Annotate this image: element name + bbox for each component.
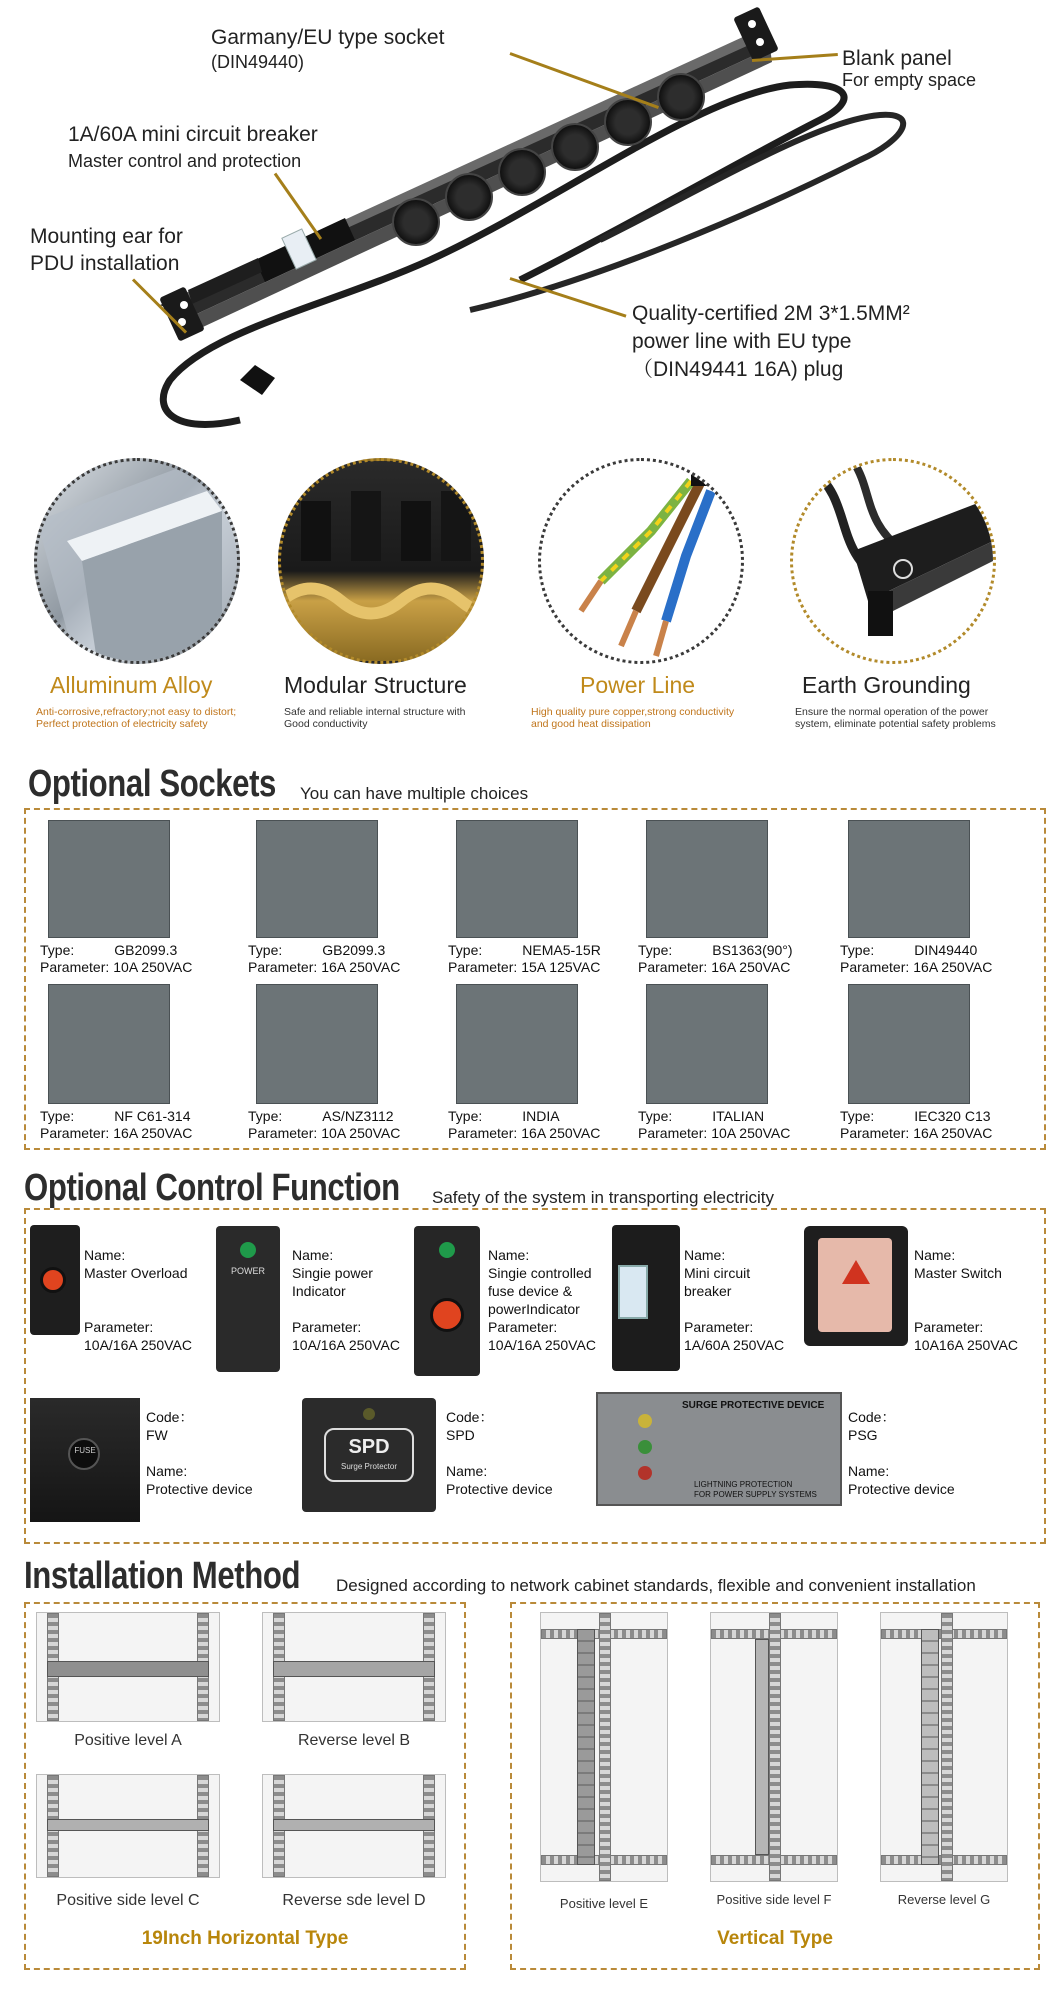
- socket-param-value: 16A 250VAC: [521, 1125, 601, 1141]
- psg-led-yellow-icon: [638, 1414, 652, 1428]
- ctl-name-value: Singie power: [292, 1265, 373, 1281]
- socket-param-value: 10A 250VAC: [711, 1125, 791, 1141]
- feature-desc-modular-1: Safe and reliable internal structure with: [284, 706, 466, 718]
- callout-power-line3: （DIN49441 16A) plug: [632, 358, 844, 381]
- socket-param-value: 16A 250VAC: [913, 1125, 993, 1141]
- socket-type-row: [40, 942, 177, 959]
- ctl-name-value: Indicator: [292, 1283, 346, 1299]
- socket-param-label: Parameter:: [840, 959, 910, 975]
- overload-button-icon: [40, 1267, 66, 1293]
- feature-title-aluminum: Alluminum Alloy: [50, 672, 213, 698]
- callout-socket-type-title: Garmany/EU type socket: [211, 26, 445, 49]
- spd-badge-title: SPD: [348, 1436, 390, 1458]
- ctl-param-value: 10A/16A 250VAC: [84, 1337, 192, 1353]
- callout-blank-sub: For empty space: [842, 70, 977, 90]
- socket-param-label: Parameter:: [840, 1125, 910, 1141]
- pdu-vertical-icon: [921, 1629, 939, 1865]
- socket-param-row: [638, 959, 790, 976]
- socket-type-value: GB2099.3: [114, 942, 178, 958]
- socket-type-value: AS/NZ3112: [322, 1108, 394, 1124]
- install-label-c: Positive side level C: [56, 1892, 200, 1909]
- rack-positive-level-e: [540, 1612, 668, 1882]
- ctl-name-label: Name:: [146, 1463, 188, 1479]
- ctl-name-value: powerIndicator: [488, 1301, 580, 1317]
- socket-type-label: Type:: [248, 942, 283, 958]
- fuse-device-label: FUSE: [74, 1446, 96, 1455]
- schuko-socket-icon: [392, 198, 440, 246]
- modular-contacts-icon: [281, 461, 484, 664]
- green-led-icon: [439, 1242, 455, 1258]
- rack-reverse-level-g: [880, 1612, 1008, 1882]
- schuko-socket-icon: [848, 820, 970, 938]
- socket-param-label: Parameter:: [248, 1125, 318, 1141]
- install-label-a: Positive level A: [74, 1732, 182, 1749]
- socket-type-label: Type:: [40, 942, 75, 958]
- feature-desc-power-line-1: High quality pure copper,strong conductivity: [531, 706, 735, 718]
- socket-type-label: Type:: [840, 1108, 875, 1124]
- socket-param-label: Parameter:: [638, 1125, 708, 1141]
- socket-type-value: ITALIAN: [712, 1108, 765, 1124]
- power-wires-icon: [541, 461, 744, 664]
- socket-type-row: [840, 942, 977, 959]
- ctl-code-value: SPD: [446, 1427, 475, 1443]
- callout-breaker-title: 1A/60A mini circuit breaker: [68, 123, 318, 146]
- socket-param-label: Parameter:: [248, 959, 318, 975]
- feature-title-power-line: Power Line: [580, 672, 696, 698]
- power-line-image: [538, 458, 744, 664]
- control-heading: Optional Control Function: [24, 1167, 400, 1209]
- socket-param-label: Parameter:: [448, 1125, 518, 1141]
- vertical-type-footer: Vertical Type: [717, 1928, 833, 1949]
- socket-type-row: [448, 942, 601, 959]
- horizontal-type-footer: 19Inch Horizontal Type: [141, 1928, 349, 1949]
- control-subheading: Safety of the system in transporting electricity: [432, 1188, 775, 1207]
- rack-reverse-side-level-d: [262, 1774, 446, 1878]
- callout-breaker-sub: Master control and protection: [68, 151, 302, 171]
- socket-param-row: [40, 1125, 192, 1142]
- sockets-subheading: You can have multiple choices: [300, 784, 529, 803]
- fuse-indicator-device: [414, 1226, 480, 1376]
- pdu-horizontal-icon: [47, 1661, 209, 1677]
- ctl-code-label: Code：: [146, 1409, 194, 1425]
- ctl-name-value: Master Overload: [84, 1265, 188, 1281]
- master-switch-device: [804, 1226, 908, 1346]
- feature-desc-modular-2: Good conductivity: [284, 718, 368, 730]
- socket-type-value: NEMA5-15R: [522, 942, 601, 958]
- psg-device-title: SURGE PROTECTIVE DEVICE: [682, 1400, 825, 1411]
- universal-socket-switch-icon: [256, 820, 378, 938]
- socket-param-label: Parameter:: [40, 1125, 110, 1141]
- ctl-param-label: Parameter:: [488, 1319, 558, 1335]
- ctl-param-label: Parameter:: [914, 1319, 984, 1335]
- socket-param-row: [40, 959, 192, 976]
- rack-reverse-level-b: [262, 1612, 446, 1722]
- psg-footer-2: FOR POWER SUPPLY SYSTEMS: [694, 1490, 817, 1499]
- spd-badge-sub: Surge Protector: [340, 1462, 398, 1471]
- feature-desc-power-line-2: and good heat dissipation: [531, 718, 651, 730]
- feature-title-earth-grounding: Earth Grounding: [802, 672, 971, 698]
- sockets-heading: Optional Sockets: [28, 763, 276, 805]
- feature-desc-aluminum-2: Perfect protection of electricity safety: [36, 718, 208, 730]
- socket-type-label: Type:: [448, 942, 483, 958]
- ctl-param-label: Parameter:: [684, 1319, 754, 1335]
- fuse-button-icon: [430, 1298, 464, 1332]
- india-socket-icon: [456, 984, 578, 1104]
- nema-socket-icon: [456, 820, 578, 938]
- socket-param-value: 16A 250VAC: [113, 1125, 193, 1141]
- install-heading: Installation Method: [24, 1555, 301, 1597]
- ctl-name-label: Name:: [684, 1247, 726, 1263]
- socket-type-row: [638, 942, 793, 959]
- iec-c13-socket-icon: [848, 984, 970, 1104]
- socket-type-label: Type:: [248, 1108, 283, 1124]
- spd-led-icon: [363, 1408, 375, 1420]
- schuko-socket-icon: [657, 73, 705, 121]
- socket-type-value: NF C61-314: [114, 1108, 191, 1124]
- ctl-name-value: breaker: [684, 1283, 732, 1299]
- ctl-code-label: Code：: [848, 1409, 896, 1425]
- socket-param-value: 10A 250VAC: [113, 959, 193, 975]
- ctl-param-value: 10A/16A 250VAC: [488, 1337, 596, 1353]
- socket-param-row: [248, 1125, 400, 1142]
- features-section: [0, 450, 1060, 740]
- psg-footer-1: LIGHTNING PROTECTION: [694, 1480, 793, 1489]
- psg-led-red-icon: [638, 1466, 652, 1480]
- ctl-param-label: Parameter:: [84, 1319, 154, 1335]
- socket-type-row: [638, 1108, 764, 1125]
- socket-type-value: INDIA: [522, 1108, 560, 1124]
- pdu-horizontal-icon: [273, 1661, 435, 1677]
- socket-type-label: Type:: [638, 1108, 673, 1124]
- fuse-fw-device: [30, 1398, 140, 1522]
- psg-device: [596, 1392, 842, 1506]
- socket-type-row: [40, 1108, 191, 1125]
- socket-param-row: [248, 959, 400, 976]
- switch-rocker-icon: [818, 1238, 892, 1332]
- socket-param-row: [840, 959, 992, 976]
- socket-param-value: 16A 250VAC: [913, 959, 993, 975]
- ctl-param-label: Parameter:: [292, 1319, 362, 1335]
- socket-param-row: [638, 1125, 790, 1142]
- aluminum-profile-icon: [37, 461, 240, 664]
- italian-socket-icon: [646, 984, 768, 1104]
- pdu-horizontal-icon: [47, 1819, 209, 1831]
- earth-grounding-image: [790, 458, 996, 664]
- socket-type-row: [840, 1108, 991, 1125]
- uk-socket-icon: [646, 820, 768, 938]
- french-socket-icon: [48, 984, 170, 1104]
- socket-type-row: [448, 1108, 560, 1125]
- ctl-param-value: 1A/60A 250VAC: [684, 1337, 785, 1353]
- universal-socket-icon: [48, 820, 170, 938]
- ctl-code-value: FW: [146, 1427, 168, 1443]
- ctl-name-label: Name:: [84, 1247, 126, 1263]
- ctl-param-value: 10A16A 250VAC: [914, 1337, 1019, 1353]
- ctl-param-value: 10A/16A 250VAC: [292, 1337, 400, 1353]
- rack-positive-level-a: [36, 1612, 220, 1722]
- callout-blank-title: Blank panel: [842, 47, 952, 70]
- pdu-horizontal-icon: [273, 1819, 435, 1831]
- socket-type-label: Type:: [448, 1108, 483, 1124]
- ctl-name-value: Protective device: [146, 1481, 253, 1497]
- callout-ear-line1: Mounting ear for: [30, 225, 183, 248]
- ctl-name-value: Master Switch: [914, 1265, 1002, 1281]
- power-device-label: POWER: [230, 1266, 265, 1276]
- pdu-vertical-icon: [577, 1629, 595, 1865]
- socket-param-label: Parameter:: [448, 959, 518, 975]
- socket-param-row: [840, 1125, 992, 1142]
- psg-led-green-icon: [638, 1440, 652, 1454]
- schuko-socket-icon: [551, 123, 599, 171]
- aluminum-alloy-image: [34, 458, 240, 664]
- ctl-name-label: Name:: [914, 1247, 956, 1263]
- modular-structure-image: [278, 458, 484, 664]
- ctl-name-value: Protective device: [446, 1481, 553, 1497]
- callout-power-line2: power line with EU type: [632, 330, 852, 353]
- spd-badge: [324, 1428, 414, 1482]
- spd-device: [302, 1398, 436, 1512]
- ctl-name-value: Mini circuit: [684, 1265, 751, 1281]
- breaker-window-icon: [618, 1265, 648, 1319]
- warning-icon: [842, 1260, 870, 1284]
- callout-socket-type-sub: (DIN49440): [211, 52, 305, 72]
- pdu-vertical-icon: [755, 1639, 769, 1855]
- callout-power-line1: Quality-certified 2M 3*1.5MM²: [632, 302, 910, 325]
- socket-param-value: 16A 250VAC: [711, 959, 791, 975]
- install-subheading: Designed according to network cabinet standards, flexible and convenient installation: [336, 1576, 976, 1595]
- socket-param-value: 16A 250VAC: [321, 959, 401, 975]
- ctl-code-label: Code：: [446, 1409, 494, 1425]
- ctl-code-value: PSG: [848, 1427, 878, 1443]
- ctl-name-label: Name:: [848, 1463, 890, 1479]
- mini-breaker-device: [612, 1225, 680, 1371]
- feature-title-modular: Modular Structure: [284, 672, 467, 698]
- ctl-name-label: Name:: [446, 1463, 488, 1479]
- schuko-socket-icon: [604, 98, 652, 146]
- socket-type-value: GB2099.3: [322, 942, 386, 958]
- feature-desc-earth-grounding-1: Ensure the normal operation of the power: [795, 706, 989, 718]
- rack-positive-side-level-c: [36, 1774, 220, 1878]
- socket-type-label: Type:: [638, 942, 673, 958]
- australian-socket-icon: [256, 984, 378, 1104]
- install-label-e: Positive level E: [559, 1896, 649, 1911]
- socket-type-value: IEC320 C13: [914, 1108, 991, 1124]
- ctl-name-value: Protective device: [848, 1481, 955, 1497]
- socket-param-label: Parameter:: [40, 959, 110, 975]
- socket-param-row: [448, 1125, 600, 1142]
- install-label-d: Reverse sde level D: [282, 1892, 426, 1909]
- install-label-g: Reverse level G: [897, 1892, 991, 1907]
- grounding-strip-end-icon: [793, 461, 996, 664]
- ctl-name-label: Name:: [488, 1247, 530, 1263]
- ctl-name-value: fuse device &: [488, 1283, 573, 1299]
- install-label-f: Positive side level F: [716, 1892, 832, 1907]
- socket-type-row: [248, 942, 385, 959]
- socket-type-label: Type:: [840, 942, 875, 958]
- ctl-name-label: Name:: [292, 1247, 334, 1263]
- schuko-socket-icon: [498, 148, 546, 196]
- schuko-socket-icon: [445, 173, 493, 221]
- power-indicator-device: [216, 1226, 280, 1372]
- hero-section: [0, 0, 1060, 440]
- socket-type-value: DIN49440: [914, 942, 978, 958]
- rack-positive-side-level-f: [710, 1612, 838, 1882]
- socket-type-row: [248, 1108, 394, 1125]
- feature-desc-aluminum-1: Anti-corrosive,refractory;not easy to distort;: [36, 706, 237, 718]
- callout-ear-line2: PDU installation: [30, 252, 180, 275]
- feature-desc-earth-grounding-2: system, eliminate potential safety problems: [795, 718, 996, 730]
- socket-param-label: Parameter:: [638, 959, 708, 975]
- install-label-b: Reverse level B: [297, 1732, 411, 1749]
- ctl-name-value: Singie controlled: [488, 1265, 592, 1281]
- green-led-icon: [240, 1242, 256, 1258]
- master-overload-device: [30, 1225, 80, 1335]
- socket-param-value: 15A 125VAC: [521, 959, 601, 975]
- socket-type-label: Type:: [40, 1108, 75, 1124]
- socket-param-value: 10A 250VAC: [321, 1125, 401, 1141]
- socket-param-row: [448, 959, 600, 976]
- socket-type-value: BS1363(90°): [712, 942, 793, 958]
